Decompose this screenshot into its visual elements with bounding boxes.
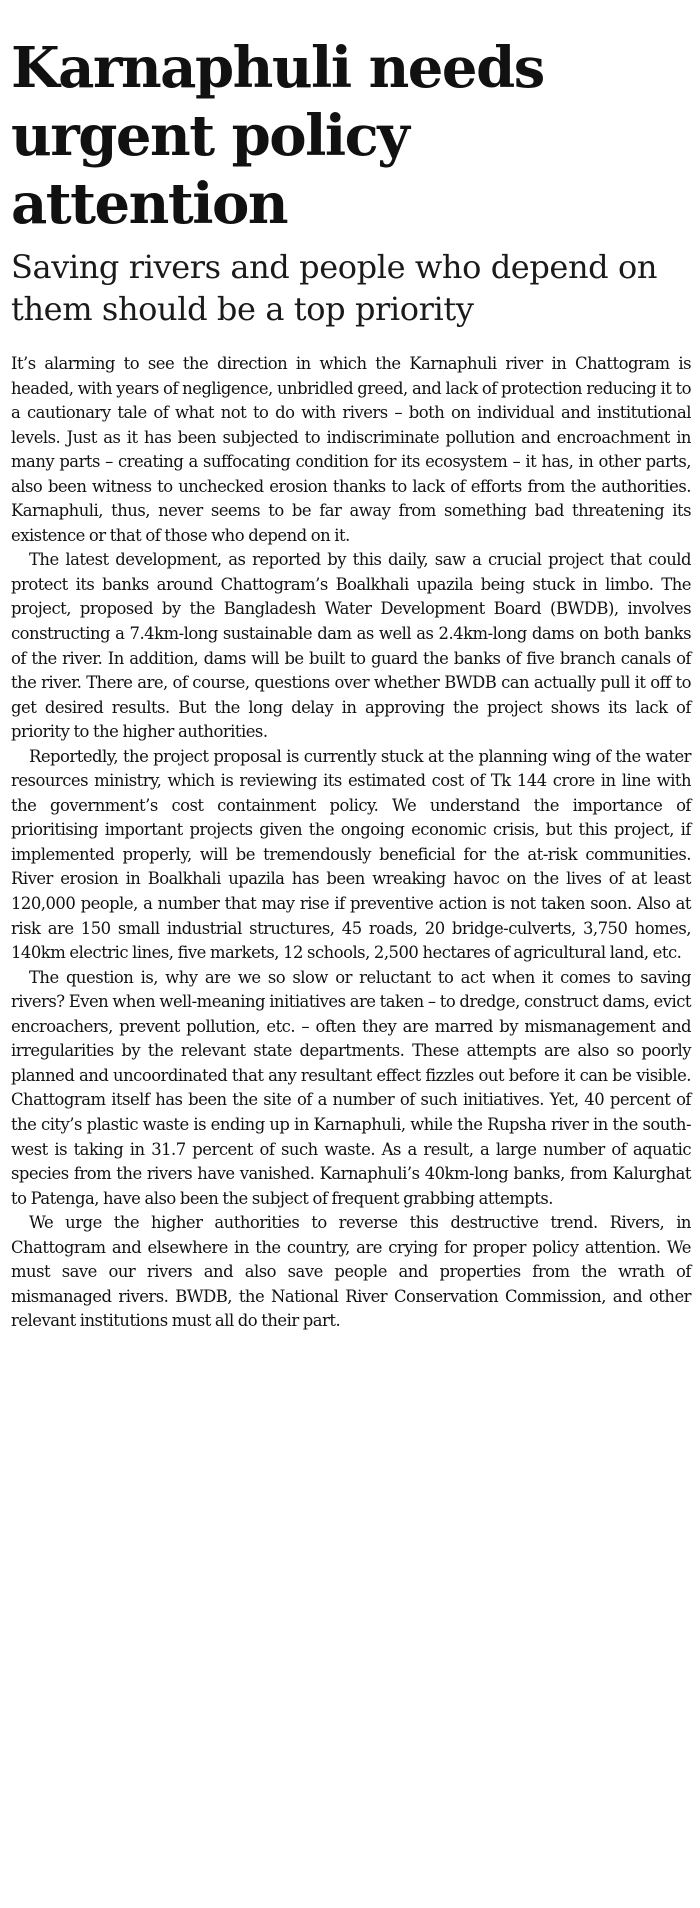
headline: Karnaphuli needs urgent policy attention <box>11 35 544 237</box>
paragraph: Reportedly, the project proposal is currently stuck at the planning wing of the water resources ministry, which is reviewing its estimated cost of Tk 144 crore in line with the government’s cost containment policy. We understand the importance of prioritising important projects given the ongoing economic crisis, but this project, if implemented properly, will be tremendously beneficial for the at-risk communities. River erosion in Boalkhali upazila has been wreaking havoc on the lives of at least 120,000 people, a number that may rise if preventive action is not taken soon. Also at risk are 150 small industrial structures, 45 roads, 20 bridge-culverts, 3,750 homes, 140km electric lines, five markets, 12 schools, 2,500 hectares of agricultural land, etc. <box>11 746 691 963</box>
paragraph: It’s alarming to see the direction in which the Karnaphuli river in Chattogram is headed, with years of negligence, unbridled greed, and lack of protection reducing it to a cautionary tale of what not to do with rivers – both on individual and institutional levels. Just as it has been subjected to indiscriminate pollution and encroachment in many parts – creating a suffocating condition for its ecosystem – it has, in other parts, also been witness to unchecked erosion thanks to lack of efforts from the authorities. Karnaphuli, thus, never seems to be far away from something bad threatening its existence or that of those who depend on it. <box>11 354 691 545</box>
paragraph: The question is, why are we so slow or reluctant to act when it comes to saving rivers? Even when well-meaning initiatives are taken – to dredge, construct dams, evict encroachers, prevent pollution, etc. – often they are marred by mismanagement and irregularities by the relevant state departments. These attempts are also so poorly planned and uncoordinated that any resultant effect fizzles out before it can be visible. Chattogram itself has been the site of a number of such initiatives. Yet, 40 percent of the city’s plastic waste is ending up in Karnaphuli, while the Rupsha river in the south-west is taking in 31.7 percent of such waste. As a result, a large number of aquatic species from the rivers have vanished. Karnaphuli’s 40km-long banks, from Kalurghat to Patenga, have also been the subject of frequent grabbing attempts. <box>11 967 691 1208</box>
paragraph: We urge the higher authorities to reverse this destructive trend. Rivers, in Chattogram and elsewhere in the country, are crying for proper policy attention. We must save our rivers and also save people and properties from the wrath of mismanaged rivers. BWDB, the National River Conservation Commission, and other relevant institutions must all do their part. <box>11 1213 691 1331</box>
subheadline: Saving rivers and people who depend on them should be a top priority <box>11 248 658 328</box>
paragraph: The latest development, as reported by this daily, saw a crucial project that could protect its banks around Chattogram’s Boalkhali upazila being stuck in limbo. The project, proposed by the Bangladesh Water Development Board (BWDB), involves constructing a 7.4km-long sustainable dam as well as 2.4km-long dams on both banks of the river. In addition, dams will be built to guard the banks of five branch canals of the river. There are, of course, questions over whether BWDB can actually pull it off to get desired results. But the long delay in approving the project shows its lack of priority to the higher authorities. <box>11 550 691 742</box>
article-body <box>11 352 691 1334</box>
